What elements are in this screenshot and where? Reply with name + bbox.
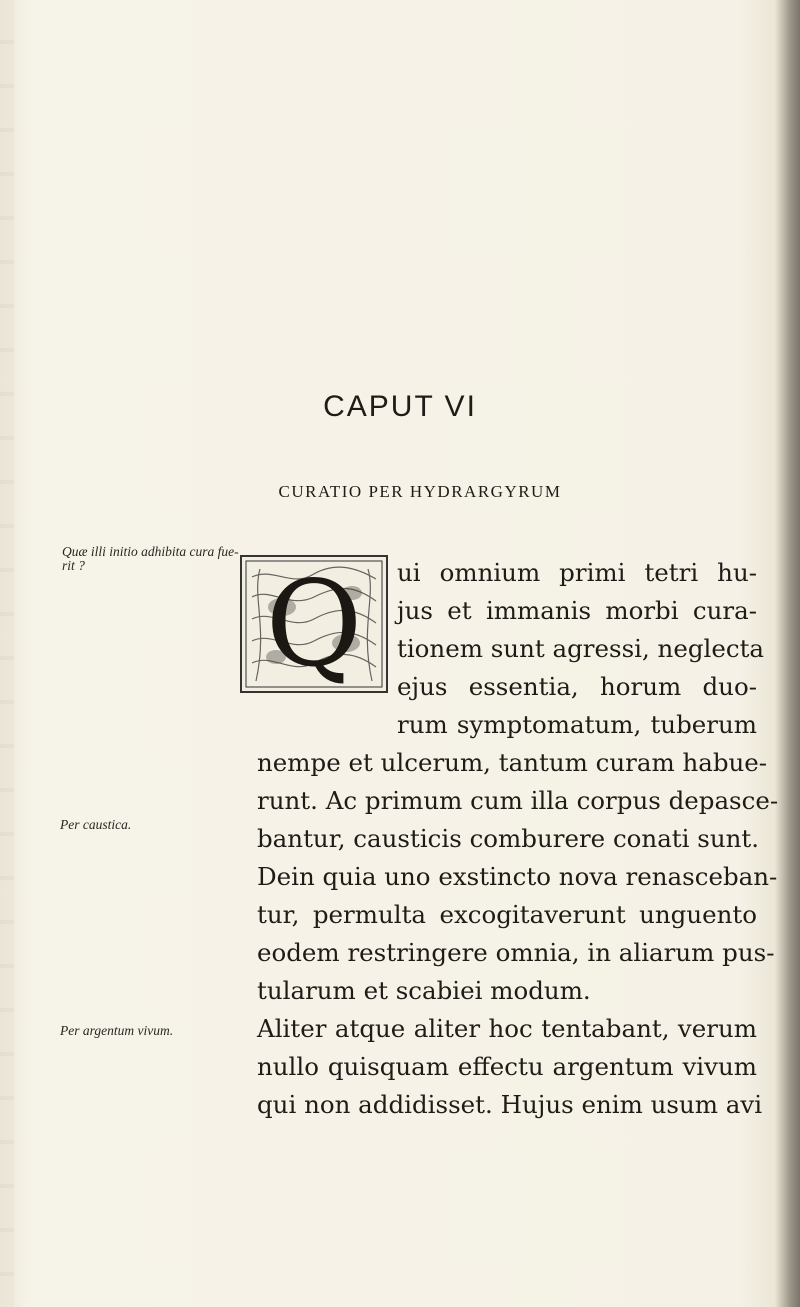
- text-line: tionem sunt agressi, neglecta: [397, 634, 765, 663]
- decorated-initial: [240, 555, 388, 693]
- text-line: runt. Ac primum cum illa corpus depasce-: [257, 786, 779, 815]
- chapter-subtitle: CURATIO PER HYDRARGYRUM: [278, 482, 562, 501]
- binding-edge: [0, 0, 14, 1307]
- chapter-title: CAPUT VI: [323, 390, 477, 423]
- margin-note-argentum-vivum: Per argentum vivum.: [60, 1023, 174, 1038]
- text-line: nempe et ulcerum, tantum curam habue-: [257, 748, 768, 777]
- text-line: Aliter atque aliter hoc tentabant, verum: [257, 1014, 757, 1043]
- text-line: eodem restringere omnia, in aliarum pus-: [257, 938, 775, 967]
- text-line: nullo quisquam effectu argentum vivum: [257, 1052, 757, 1081]
- text-line: ui omnium primi tetri hu-: [397, 558, 757, 587]
- text-line: rum symptomatum, tuberum: [397, 710, 757, 739]
- text-line: bantur, causticis comburere conati sunt.: [257, 824, 760, 853]
- text-line: Dein quia uno exstincto nova renasceban-: [257, 862, 778, 891]
- text-line: qui non addidisset. Hujus enim usum avi: [257, 1090, 763, 1119]
- text-line: tur, permulta excogitaverunt unguento: [257, 900, 757, 929]
- drop-cap-letter: Q: [265, 555, 363, 693]
- margin-note-caustica: Per caustica.: [60, 817, 132, 832]
- margin-note-initial-care: Quæ illi initio adhibita cura fue- rit ?: [62, 544, 239, 573]
- text-line: tularum et scabiei modum.: [257, 976, 591, 1005]
- text-line: ejus essentia, horum duo-: [397, 672, 757, 701]
- text-line: jus et immanis morbi cura-: [397, 596, 757, 625]
